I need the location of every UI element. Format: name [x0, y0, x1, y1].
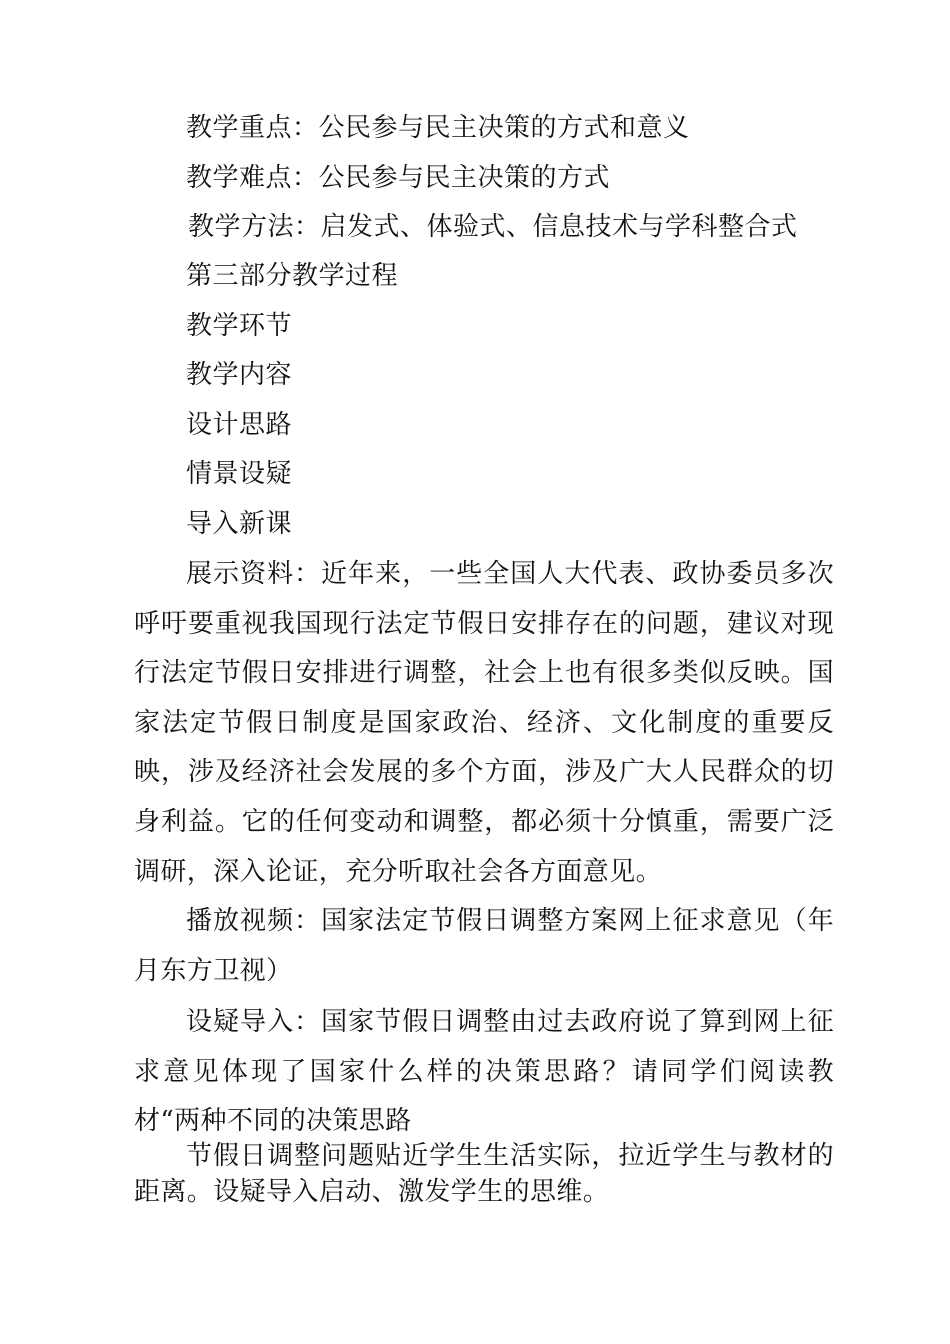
question-paragraph: 设疑导入：国家节假日调整由过去政府说了算到网上征求意见体现了国家什么样的决策思路？请同学们阅读教材“两种不同的决策思路 [134, 1007, 834, 1137]
teaching-methods-line: 教学方法：启发式、体验式、信息技术与学科整合式 [188, 212, 798, 242]
design-note-paragraph: 节假日调整问题贴近学生生活实际，拉近学生与教材的距离。设疑导入启动、激发学生的思维。 [134, 1141, 834, 1207]
label-teaching-stage: 教学环节 [186, 311, 293, 341]
difficult-points-line: 教学难点：公民参与民主决策的方式 [186, 163, 611, 193]
key-points-line: 教学重点：公民参与民主决策的方式和意义 [186, 113, 690, 143]
label-introduce-lesson: 导入新课 [186, 509, 293, 539]
materials-paragraph: 展示资料：近年来，一些全国人大代表、政协委员多次呼吁要重视我国现行法定节假日安排存在的问题，建议对现行法定节假日安排进行调整，社会上也有很多类似反映。国家法定节假日制度是国家政治、经济、文化制度的重要反映，涉及经济社会发展的多个方面，涉及广大人民群众的切身利益。它的任何变动和调整，都必须十分慎重，需要广泛调研，深入论证，充分听取社会各方面意见。 [134, 559, 834, 887]
label-teaching-content: 教学内容 [186, 360, 293, 390]
label-design-idea: 设计思路 [186, 410, 293, 440]
video-paragraph: 播放视频：国家法定节假日调整方案网上征求意见（年月东方卫视） [134, 906, 834, 986]
label-scenario-question: 情景设疑 [186, 459, 293, 489]
part-three-heading: 第三部分教学过程 [186, 261, 399, 291]
